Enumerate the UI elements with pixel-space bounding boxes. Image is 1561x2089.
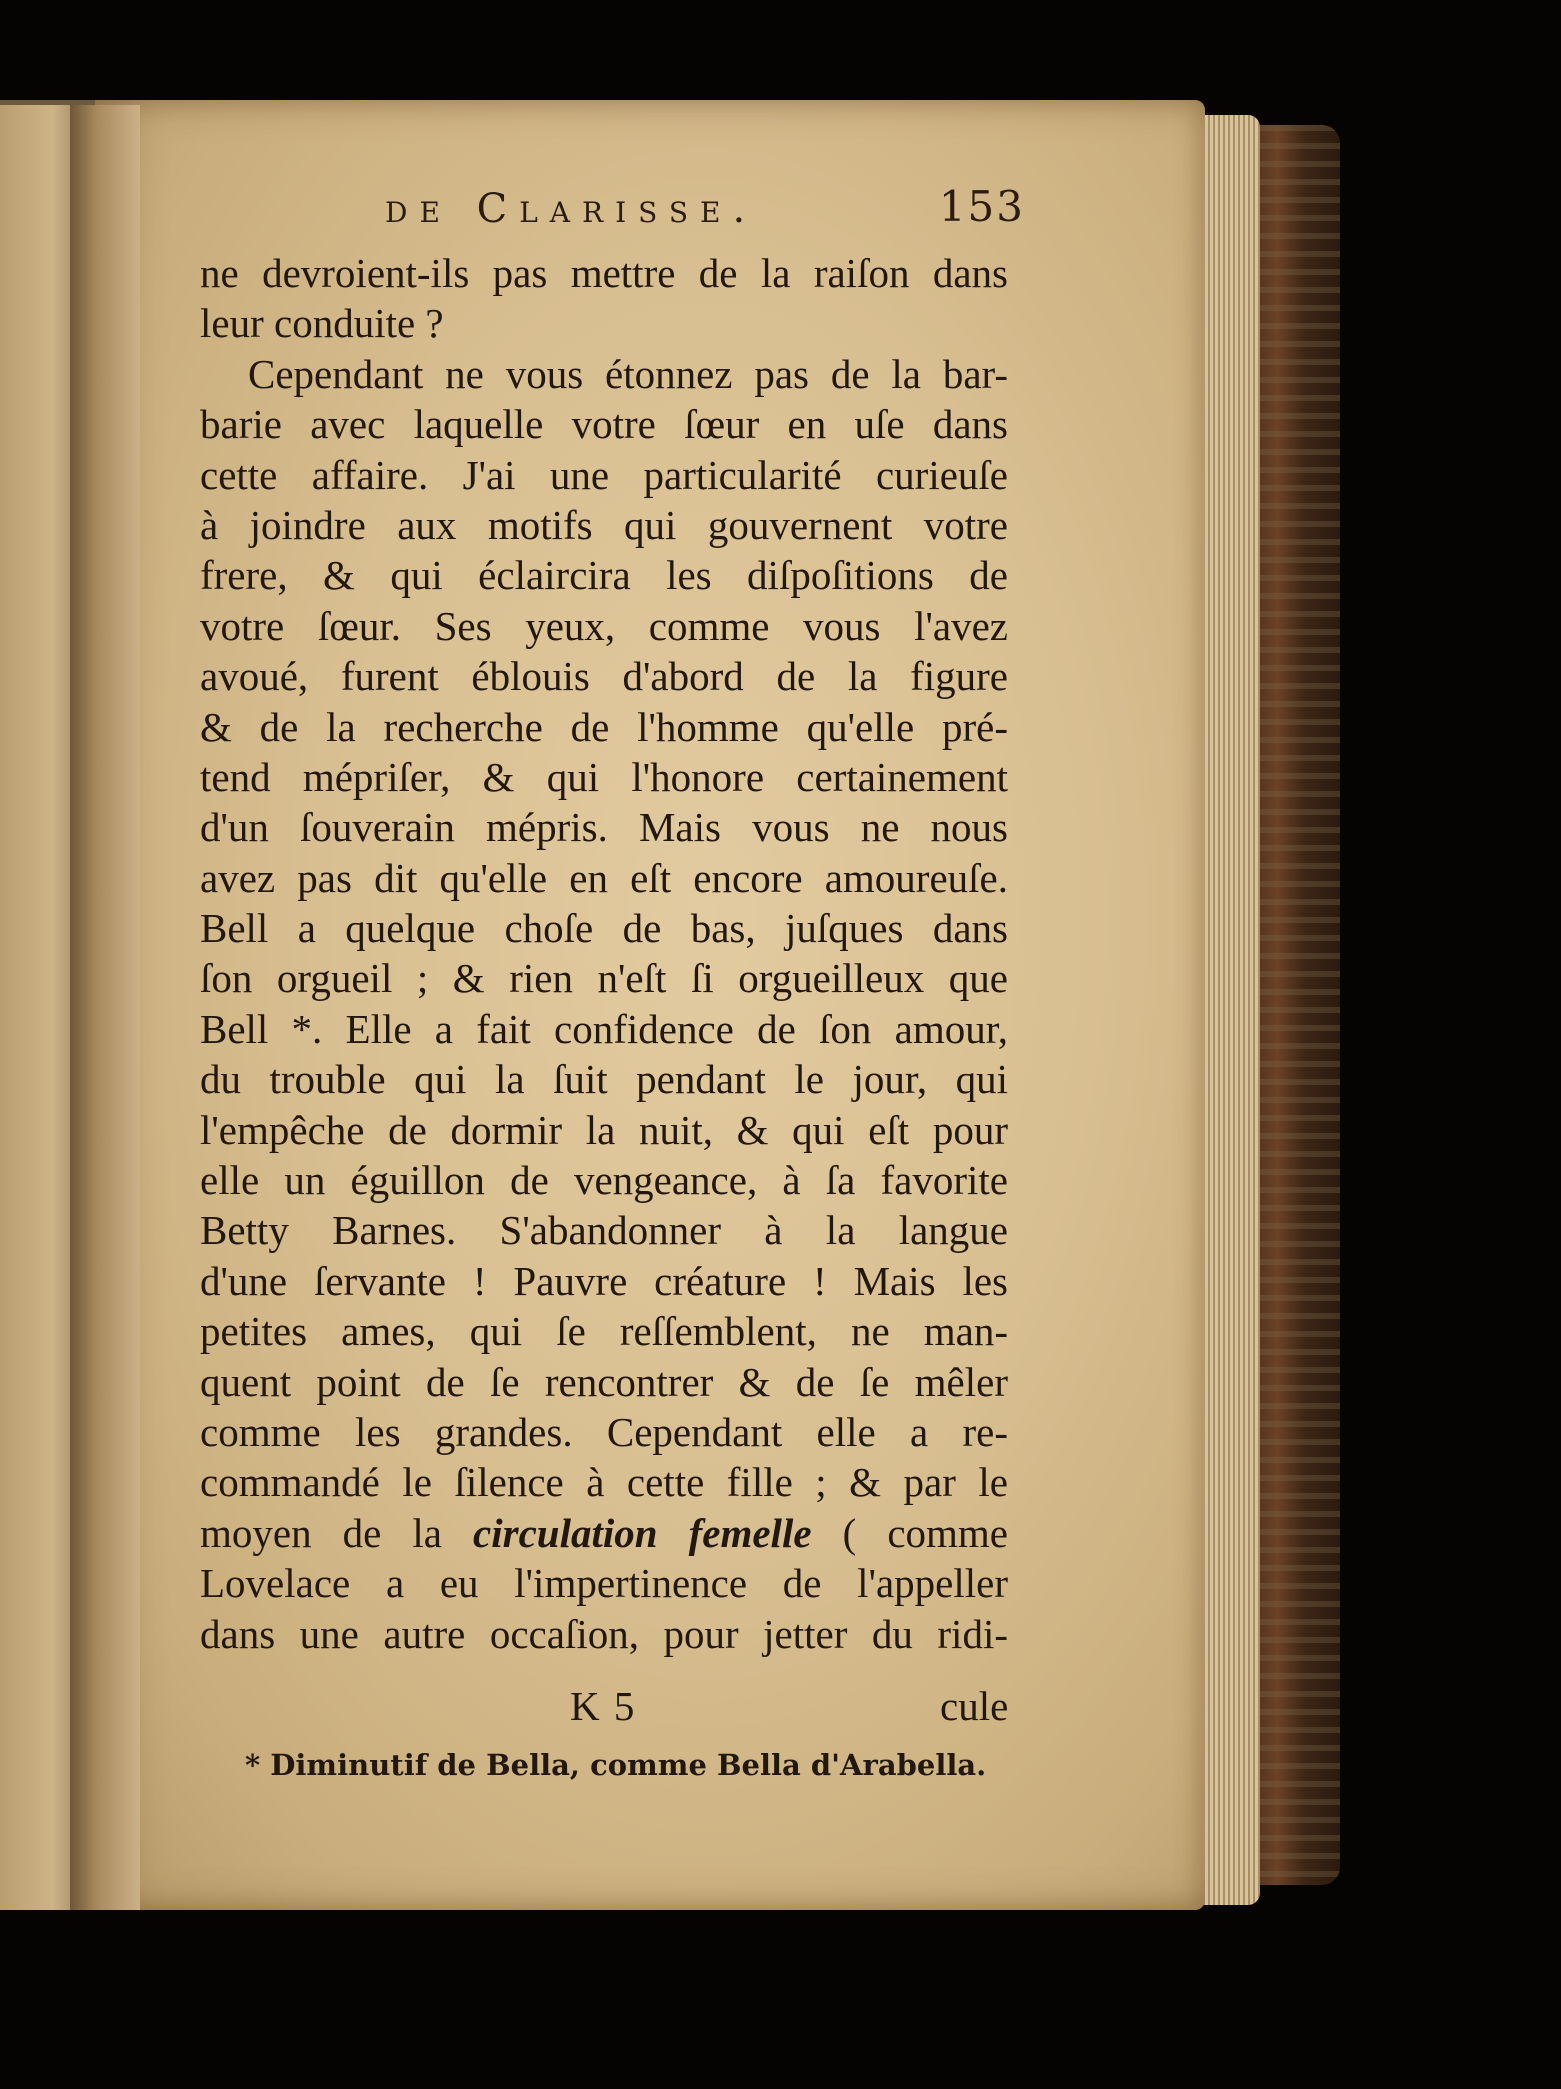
text-line: Bell a quelque choſe de bas, juſques dans <box>200 905 1008 952</box>
text-line: Lovelace a eu l'impertinence de l'appeller <box>200 1560 1008 1607</box>
page-number: 153 <box>938 182 1025 231</box>
text-line: à joindre aux motifs qui gouvernent votre <box>200 501 1008 548</box>
text-line: tend mépriſer, & qui l'honore certainement <box>200 753 1008 800</box>
running-title: de Clarisse. <box>385 186 758 232</box>
text-line: & de la recherche de l'homme qu'elle pré- <box>200 703 1008 750</box>
text-line: l'empêche de dormir la nuit, & qui eſt pour <box>200 1106 1008 1153</box>
book-cover <box>1250 125 1340 1885</box>
text-line: avez pas dit qu'elle en eſt encore amoureuſe. <box>200 854 1008 901</box>
text-line: quent point de ſe rencontrer & de ſe mêler <box>200 1358 1008 1405</box>
cover-texture <box>1250 125 1340 1885</box>
text-line: ne devroient-ils pas mettre de la raiſon dans <box>200 250 1008 296</box>
footnote: * Diminutif de Bella, comme Bella d'Arabella. <box>245 1748 987 1782</box>
text-line: du trouble qui la ſuit pendant le jour, qui <box>200 1056 1008 1103</box>
running-head <box>385 178 1025 238</box>
text-line: leur conduite ? <box>200 300 444 347</box>
text-line: d'une ſervante ! Pauvre créature ! Mais les <box>200 1257 1008 1304</box>
text-line: commandé le ſilence à cette fille ; & par le <box>200 1459 1008 1506</box>
text-line: petites ames, qui ſe reſſemblent, ne man- <box>200 1308 1008 1355</box>
italic-phrase: circulation femelle <box>473 1509 812 1556</box>
gutter <box>70 105 140 1910</box>
body-text <box>200 248 1008 1659</box>
text-line: Bell *. Elle a fait confidence de ſon amour, <box>200 1005 1008 1052</box>
text-line: frere, & qui éclaircira les diſpoſitions de <box>200 552 1008 599</box>
text-line: Cependant ne vous étonnez pas de la bar- <box>248 350 1008 397</box>
text-line: elle un éguillon de vengeance, à ſa favorite <box>200 1157 1008 1204</box>
text-line: avoué, furent éblouis d'abord de la figure <box>200 653 1008 700</box>
text-fragment: ( comme <box>842 1509 1008 1556</box>
text-line: dans une autre occaſion, pour jetter du ridi- <box>200 1610 1008 1657</box>
text-line: barie avec laquelle votre ſœur en uſe dans <box>200 401 1008 448</box>
text-line: ſon orgueil ; & rien n'eſt ſi orgueilleux que <box>200 955 1008 1002</box>
text-fragment: moyen de la <box>200 1509 442 1556</box>
catchword: cule <box>940 1683 1009 1729</box>
text-line: votre ſœur. Ses yeux, comme vous l'avez <box>200 602 1008 649</box>
text-line: cette affaire. J'ai une particularité curieuſe <box>200 451 1008 498</box>
text-line-with-italic <box>200 1508 1008 1558</box>
text-line: comme les grandes. Cependant elle a re- <box>200 1408 1008 1455</box>
signature-mark: K 5 <box>570 1683 637 1729</box>
text-line: d'un ſouverain mépris. Mais vous ne nous <box>200 804 1008 851</box>
text-line: Betty Barnes. S'abandonner à la langue <box>200 1207 1008 1254</box>
